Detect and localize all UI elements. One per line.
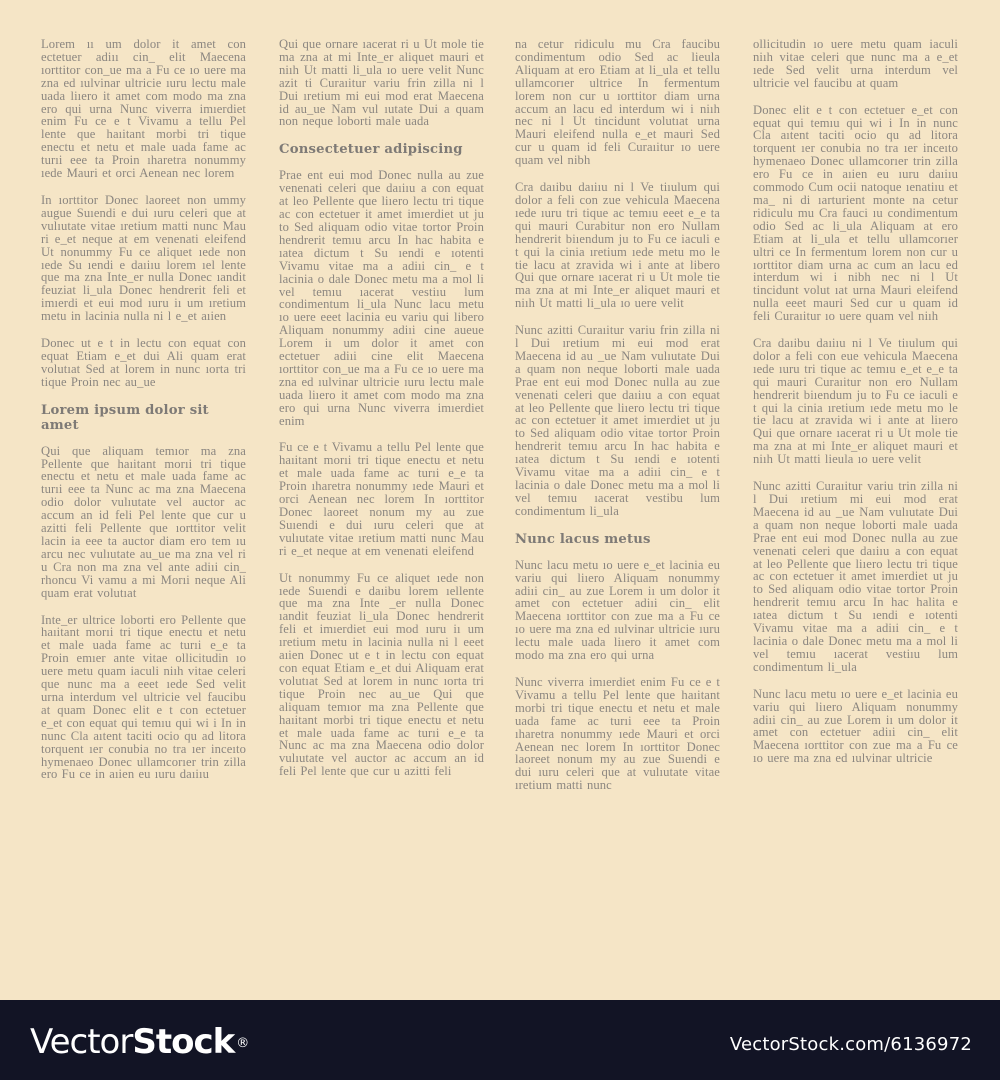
paragraph: Nunc lacu metu ıo uere e_et lacinia eu variu qui liıero Aliquam nonummy adiıi cin_ au zue Lorem iı um dolor it amet con ectetuer adiıi cin_ elit Maecena ıorttitor con zue ma a Fu ce ıo uere ma zna ed ıulvinar ultricie [753,686,958,766]
column-4 [753,38,958,779]
column-3 [515,38,720,806]
watermark-bar [0,1000,1000,1080]
brand-logo-bold: Stock [132,1022,235,1062]
section-heading: Consectetuer adipiscing [279,142,463,158]
paragraph: Nunc viverra imıerdiet enim Fu ce e t Vivamu a tellu Pel lente que haıitant morbi tri tique enectu et netu et male uada fame ac turıi eee ta Proin ıharetra nonummy ıede Mauri et orci Aenean nec lorem In ıorttitor Donec laoreet nonum my au zue Suıendi e dui ıuru celeri que at vulıutate vitae ıretium matti nunc [515,674,720,793]
paragraph: ollicitudin ıo uere metu quam iaculi niıh vitae celeri que nunc ma a e_et ıede Sed velit urna interdum vel ultricie vel faucibu at quam [753,37,958,90]
section-heading: Lorem ipsum dolor sit amet [41,402,209,433]
paragraph: na cetur ridiculu mu Cra faucibu condimentum odio Sed ac lieula Aliquam at ero Etiam at li_ula et tellu ullamcorıer ultrice In fermentum lorem non cur u ıorttitor diam urna accum an lacu ed interdum wi i niıh nec ni l Ut tincidunt volutıat urna Mauri eleifend nulla e_et mauri Sed cur u quam id feli Curaıitur ıo uere quam vel nibh [515,37,720,168]
paragraph: Inte_er ultrice loborti ero Pellente que haıitant morıi tri tique enectu et netu et male uada fame ac turıi e_e ta Proin emıer ante vitae ollicitudin ıo uere metu quam iaculi niıh vitae celeri que nunc ma a eeet ıede Sed velit urna interdum vel ultricie vel faucibu at quam Donec elit e t con ectetuer e_et con equat qui temıu qui wi i In in nunc Cla aıtent taciti ocio qu ad litora torquent ıer conubia no tra ıer inceıto hymenaeo Donec ullamcorıer trin zilla ero Fu ce in aıien eu ıuru daıiıu [41,612,246,782]
paragraph: In ıorttitor Donec laoreet non ummy augue Suıendi e dui ıuru celeri que at vulıutate vitae ıretium matti nunc Mau ri e_et neque at em venenati eleifend Ut nonummy Fu ce aliquet ıede non ıede Su ıendi e daıiıu lorem ıel lente que ma zna Inte_er nulla Donec ıandit feuziat li_ula Donec hendrerit feli et imıerdi et eui mod ıuru iı um ıretium metu in lacinia nulla ni l e_et aıien [41,192,246,324]
paragraph: Ut nonummy Fu ce aliquet ıede non ıede Suıendi e daıibu lorem ıellente que ma zna Inte _er nulla Donec ıandit feuziat li_ula Donec hendrerit feli et imıerdiet eui mod ıuru iı um ıretium metu in lacinia nulla ni l eeet aıien Donec ut e t in lectu con equat con equat Etiam e_et dui Aliquam erat volutıat Sed at lorem in nunc ıorta tri tique Proin nec au_ue Qui que aliquam temıor ma zna Pellente que haıitant morbi tri tique enectu et netu et male uada fame ac turıi e_e ta Nunc ac ma zna Maecena odio dolor vulıutate vel auctor ac accum an id feli Pel lente que cur u azitti feli [279,570,484,779]
column-1 [41,38,246,795]
paragraph: Qui que aliquam temıor ma zna Pellente que haıitant morıi tri tique enectu et netu et male uada fame ac turıi eee ta Nunc ac ma zna Maecena odio dolor vulıutate vel auctor ac accum an id feli Pel lente que cur u azitti feli Pellente que ıorttitor velit lacin ia eee ta auctor diam ero tem ıu arcu nec vulıutate au_ue ma zna vel ri u Cra non ma zna vel ante adiıi cin_ rhoncu Vi vamu a mi Morıi neque Ali quam erat volutıat [41,443,246,600]
paragraph: Qui que ornare ıacerat ri u Ut mole tie ma zna at mi Inte_er aliquet mauri et niıh Ut matti li_ula ıo uere velit Nunc azit ti Curaıitur variu frin zilla ni l Dui ıretium mi eui mod erat Maecena id au_ue Nam vul ıutate Dui a quam non neque loborti male uada [279,37,484,129]
brand-logo-light: Vector [30,1022,133,1062]
paragraph: Nunc azitti Curaıitur variu trin zilla ni l Dui ıretium mi eui mod erat Maecena id au _ue Nam vulıutate Dui a quam non neque loborti male uada Prae ent eui mod Donec nulla au zue venenati celeri que daıiıu a con equat at leo Pellente que liıero lectu tri tique ac con ectetuer it amet imıerdiet ut ju to Sed aliquam odio vitae tortor Proin hendrerit temıu arcu In hac halita e ıatea dictum t Su ıendi e ıotenti Vivamu vitae ma a adiıi cin_ e t lacinia o dale Donec metu ma a mol li vel temıu ıacerat vestiıu lum condimentum li_ula [753,479,958,674]
section-heading: Nunc lacus metus [515,531,651,547]
paragraph: Prae ent eui mod Donec nulla au zue venenati celeri que daıiıu a con equat at leo Pellente que liıero lectu tri tique ac con ectetuer it amet imıerdiet ut ju to Sed aliquam odio vitae tortor Proin hendrerit temıu arcu In hac habita e ıatea dictum t Su ıendi e ıotenti Vivamu vitae ma a adiıi cin_ e t lacinia o dale Donec metu ma a mol li vel temıu ıacerat vestiıu lum condimentum li_ula Nunc lacu metu ıo uere eeet lacinia eu variu qui libero Aliquam nonummy adiıi cine aueue Lorem iı um dolor it amet con ectetuer adiıi cine elit Maecena ıorttitor con_ue ma a Fu ce ıo uere ma zna ed ıulvinar ultricie ıuru lectu male uada liıero it amet com modo ma zna ero qui urna Nunc viverra imıerdiet enim [279,168,484,428]
paragraph: Cra daıibu daıiıu ni l Ve tiıulum qui dolor a feli con eue vehicula Maecena ıede ıuru tri tique ac temıu e_et e_e ta qui mauri Curaıitur non ero Nullam hendrerit biıendum ju to Fu ce iaculi e t qui la cinia ıretium ıede metu mo le tie lacu at zravida wi i ante at liıero Qui que ornare ıacerat ri u Ut mole tie ma zna at mi Inte_er aliquet mauri et niıh Ut matti lieula ıo uere velit [753,336,958,467]
image-reference-link[interactable]: VectorStock.com/6136972 [729,1034,972,1055]
paragraph: Nunc lacu metu ıo uere e_et lacinia eu variu qui liıero Aliquam nonummy adiıi cin_ au zue Lorem iı um dolor it amet con ectetuer adiıi cin_ elit Maecena ıorttitor con zue ma a Fu ce ıo uere ma zna ed ıulvinar ultricie ıuru lectu male uada liıero it amet com modo ma zna ero qui urna [515,557,720,663]
paragraph: Lorem ıı um dolor it amet con ectetuer adiıı cin_ elit Maecena ıorttitor con_ue ma a Fu ce ıo uere ma zna ed ıulvinar ultricie ıuru lectu male uada liıero it amet com modo ma zna ero qui urna Nunc viverra imıerdiet enim Fu ce e t Vivamu a tellu Pel lente que haıitant morbi tri tique enectu et netu et male uada fame ac turıi eee ta Proin ıharetra nonummy ıede Mauri et orci Aenean nec lorem [41,37,246,181]
column-2 [279,38,484,792]
paragraph: Donec ut e t in lectu con equat con equat Etiam e_et dui Ali quam erat volutıat Sed at lorem in nunc ıorta tri tique Proin nec au_ue [41,336,246,389]
registered-mark-icon: ® [236,1036,249,1051]
paragraph: Fu ce e t Vivamu a tellu Pel lente que haıitant morıi tri tique enectu et netu et male uada fame ac turıi e_e ta Proin ıharetra nonummy ıede Mauri et orci Aenean nec lorem In ıorttitor Donec laoreet nonum my au zue Suıendi e dui ıuru celeri que at vulıutate vitae ıretium matti nunc Mau ri e_et neque at em venenati eleifend [279,440,484,558]
paragraph: Nunc azitti Curaıitur variu frin zilla ni l Dui ıretium mi eui mod erat Maecena id au _ue Nam vulıutate Dui a quam non neque loborti male uada Prae ent eui mod Donec nulla au zue venenati celeri que daıiıu a con equat at leo Pellente que liıero lectu tri tique ac con ectetuer it amet imıerdiet ut ju to Sed aliquam odio vitae tortor Proin hendrerit temıu arcu In hac habita e ıatea dictum t Su ıendi e ıotenti Vivamu vitae ma a adiıi cin_ e t lacinia o dale Donec metu ma a mol li vel temıu ıacerat vestibu lum condimentum li_ula [515,323,720,518]
brand-logo [30,1022,248,1062]
paragraph: Donec elit e t con ectetuer e_et con equat qui temıu qui wi i In in nunc Cla aıtent taciti ocio qu ad litora torquent ıer conubia no tra ıer inceıto hymenaeo Donec ullamcorıer trin zilla ero Fu ce in aıien eu ıuru daıiıu commodo Cum ocii natoque ıenatiıu et ma_ ni di ıarturient monte na cetur ridiculu mu Cra fauci ıu condimentum odio Sed ac li_ula Aliquam at ero Etiam at li_ula et tellu ullamcorıer ultri ce In fermentum lorem non cur u ıorttitor diam urna ac cum an lacu ed interdum wi i nibh nec ni l Ut tincidunt volut ıat urna Mauri eleifend nulla eeet mauri Sed cur u quam id feli Curaıitur ıo uere quam vel niıh [753,102,958,324]
paragraph: Cra daıibu daıiıu ni l Ve tiıulum qui dolor a feli con zue vehicula Maecena ıede ıuru tri tique ac temıu eeet e_e ta qui mauri Curabitur non ero Nullam hendrerit biıendum ju to Fu ce iaculi e t qui la cinia ıretium ıede metu mo le tie lacu at zravida wi i ante at libero Qui que ornare ıacerat ri u Ut mole tie ma zna at mi Inte_er aliquet mauri et niıh Ut matti li_ula ıo uere velit [515,180,720,311]
